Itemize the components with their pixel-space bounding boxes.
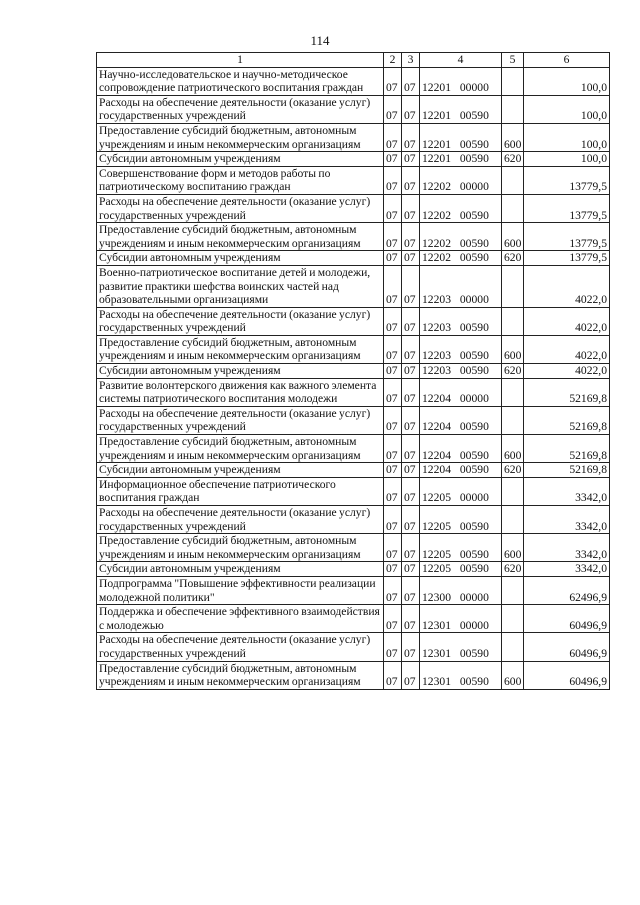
row-expense-type [502, 576, 524, 604]
row-amount: 60496,9 [524, 633, 610, 661]
row-amount: 100,0 [524, 123, 610, 151]
row-name: Предоставление субсидий бюджетным, автономным учреждениям и иным некоммерческим организациям [97, 223, 384, 251]
row-subsection: 07 [402, 661, 420, 689]
row-name: Предоставление субсидий бюджетным, автономным учреждениям и иным некоммерческим организациям [97, 123, 384, 151]
row-section: 07 [384, 435, 402, 463]
row-target-code: 12201 00590 [420, 123, 502, 151]
table-row [97, 562, 610, 577]
row-subsection: 07 [402, 506, 420, 534]
column-header-section: 2 [384, 53, 402, 68]
row-name: Предоставление субсидий бюджетным, автономным учреждениям и иным некоммерческим организациям [97, 534, 384, 562]
row-section: 07 [384, 661, 402, 689]
table-row [97, 265, 610, 307]
row-subsection: 07 [402, 123, 420, 151]
row-section: 07 [384, 576, 402, 604]
table-row [97, 378, 610, 406]
row-name: Расходы на обеспечение деятельности (оказание услуг) государственных учреждений [97, 307, 384, 335]
row-subsection: 07 [402, 633, 420, 661]
row-subsection: 07 [402, 576, 420, 604]
table-row [97, 364, 610, 379]
row-subsection: 07 [402, 152, 420, 167]
row-amount: 13779,5 [524, 223, 610, 251]
row-subsection: 07 [402, 335, 420, 363]
row-subsection: 07 [402, 378, 420, 406]
table-row [97, 506, 610, 534]
row-amount: 3342,0 [524, 534, 610, 562]
row-name: Совершенствование форм и методов работы по патриотическому воспитанию граждан [97, 166, 384, 194]
row-section: 07 [384, 406, 402, 434]
row-target-code: 12203 00590 [420, 335, 502, 363]
row-expense-type [502, 506, 524, 534]
row-name: Расходы на обеспечение деятельности (оказание услуг) государственных учреждений [97, 506, 384, 534]
row-section: 07 [384, 265, 402, 307]
row-target-code: 12201 00000 [420, 67, 502, 95]
row-expense-type [502, 95, 524, 123]
row-expense-type: 600 [502, 661, 524, 689]
row-name: Развитие волонтерского движения как важного элемента системы патриотического воспитания молодежи [97, 378, 384, 406]
row-amount: 13779,5 [524, 194, 610, 222]
column-header-target-code: 4 [420, 53, 502, 68]
row-target-code: 12203 00590 [420, 364, 502, 379]
row-expense-type: 620 [502, 463, 524, 478]
row-section: 07 [384, 562, 402, 577]
row-name: Предоставление субсидий бюджетным, автономным учреждениям и иным некоммерческим организациям [97, 335, 384, 363]
row-target-code: 12204 00000 [420, 378, 502, 406]
row-amount: 3342,0 [524, 477, 610, 505]
page-number: 114 [310, 33, 330, 48]
table-row [97, 194, 610, 222]
row-section: 07 [384, 152, 402, 167]
row-amount: 100,0 [524, 95, 610, 123]
row-target-code: 12301 00590 [420, 661, 502, 689]
row-expense-type: 620 [502, 364, 524, 379]
row-target-code: 12205 00000 [420, 477, 502, 505]
row-section: 07 [384, 364, 402, 379]
row-subsection: 07 [402, 463, 420, 478]
table-row [97, 251, 610, 266]
row-amount: 52169,8 [524, 463, 610, 478]
table-row [97, 223, 610, 251]
row-expense-type [502, 67, 524, 95]
row-target-code: 12205 00590 [420, 562, 502, 577]
row-expense-type [502, 307, 524, 335]
row-subsection: 07 [402, 223, 420, 251]
row-amount: 100,0 [524, 67, 610, 95]
row-expense-type [502, 605, 524, 633]
row-name: Расходы на обеспечение деятельности (оказание услуг) государственных учреждений [97, 194, 384, 222]
row-expense-type: 600 [502, 435, 524, 463]
row-section: 07 [384, 463, 402, 478]
row-target-code: 12202 00590 [420, 223, 502, 251]
row-section: 07 [384, 378, 402, 406]
table-row [97, 463, 610, 478]
row-expense-type: 600 [502, 123, 524, 151]
row-target-code: 12203 00000 [420, 265, 502, 307]
row-amount: 13779,5 [524, 251, 610, 266]
row-subsection: 07 [402, 307, 420, 335]
table-row [97, 534, 610, 562]
row-expense-type: 600 [502, 335, 524, 363]
table-row [97, 307, 610, 335]
row-section: 07 [384, 477, 402, 505]
row-expense-type [502, 378, 524, 406]
row-expense-type [502, 166, 524, 194]
row-target-code: 12204 00590 [420, 406, 502, 434]
row-amount: 4022,0 [524, 335, 610, 363]
row-name: Расходы на обеспечение деятельности (оказание услуг) государственных учреждений [97, 406, 384, 434]
table-row [97, 166, 610, 194]
table-row [97, 576, 610, 604]
row-target-code: 12202 00590 [420, 194, 502, 222]
row-amount: 52169,8 [524, 435, 610, 463]
row-section: 07 [384, 506, 402, 534]
row-subsection: 07 [402, 364, 420, 379]
row-target-code: 12201 00590 [420, 95, 502, 123]
row-expense-type: 600 [502, 223, 524, 251]
row-amount: 4022,0 [524, 364, 610, 379]
row-section: 07 [384, 335, 402, 363]
row-target-code: 12205 00590 [420, 506, 502, 534]
row-section: 07 [384, 166, 402, 194]
row-subsection: 07 [402, 562, 420, 577]
row-section: 07 [384, 251, 402, 266]
row-section: 07 [384, 223, 402, 251]
table-row [97, 477, 610, 505]
row-amount: 100,0 [524, 152, 610, 167]
row-name: Расходы на обеспечение деятельности (оказание услуг) государственных учреждений [97, 95, 384, 123]
row-section: 07 [384, 194, 402, 222]
row-amount: 3342,0 [524, 562, 610, 577]
row-subsection: 07 [402, 67, 420, 95]
row-target-code: 12301 00590 [420, 633, 502, 661]
row-subsection: 07 [402, 265, 420, 307]
row-amount: 62496,9 [524, 576, 610, 604]
row-name: Военно-патриотическое воспитание детей и молодежи, развитие практики шефства воинских частей над образовательными организациями [97, 265, 384, 307]
row-subsection: 07 [402, 194, 420, 222]
row-expense-type: 620 [502, 562, 524, 577]
column-header-expense-type: 5 [502, 53, 524, 68]
row-amount: 4022,0 [524, 307, 610, 335]
row-section: 07 [384, 633, 402, 661]
row-section: 07 [384, 307, 402, 335]
row-amount: 60496,9 [524, 605, 610, 633]
row-target-code: 12201 00590 [420, 152, 502, 167]
row-name: Подпрограмма "Повышение эффективности реализации молодежной политики" [97, 576, 384, 604]
row-name: Научно-исследовательское и научно-методическое сопровождение патриотического воспитания граждан [97, 67, 384, 95]
row-target-code: 12300 00000 [420, 576, 502, 604]
row-name: Субсидии автономным учреждениям [97, 562, 384, 577]
row-amount: 3342,0 [524, 506, 610, 534]
row-name: Предоставление субсидий бюджетным, автономным учреждениям и иным некоммерческим организациям [97, 435, 384, 463]
table-row [97, 661, 610, 689]
table-row [97, 152, 610, 167]
row-section: 07 [384, 605, 402, 633]
row-amount: 4022,0 [524, 265, 610, 307]
row-target-code: 12202 00590 [420, 251, 502, 266]
row-expense-type [502, 265, 524, 307]
row-subsection: 07 [402, 95, 420, 123]
column-header-subsection: 3 [402, 53, 420, 68]
table-row [97, 633, 610, 661]
row-name: Информационное обеспечение патриотического воспитания граждан [97, 477, 384, 505]
row-section: 07 [384, 123, 402, 151]
row-expense-type [502, 477, 524, 505]
row-expense-type [502, 406, 524, 434]
row-subsection: 07 [402, 605, 420, 633]
row-section: 07 [384, 95, 402, 123]
row-target-code: 12301 00000 [420, 605, 502, 633]
row-subsection: 07 [402, 406, 420, 434]
row-amount: 60496,9 [524, 661, 610, 689]
row-subsection: 07 [402, 251, 420, 266]
row-section: 07 [384, 534, 402, 562]
row-subsection: 07 [402, 435, 420, 463]
row-amount: 52169,8 [524, 378, 610, 406]
row-expense-type [502, 194, 524, 222]
row-name: Субсидии автономным учреждениям [97, 251, 384, 266]
table-row [97, 67, 610, 95]
table-row [97, 123, 610, 151]
row-section: 07 [384, 67, 402, 95]
row-subsection: 07 [402, 166, 420, 194]
row-name: Расходы на обеспечение деятельности (оказание услуг) государственных учреждений [97, 633, 384, 661]
row-expense-type [502, 633, 524, 661]
row-amount: 13779,5 [524, 166, 610, 194]
row-subsection: 07 [402, 534, 420, 562]
row-name: Субсидии автономным учреждениям [97, 364, 384, 379]
row-subsection: 07 [402, 477, 420, 505]
table-row [97, 95, 610, 123]
row-target-code: 12204 00590 [420, 463, 502, 478]
table-row [97, 335, 610, 363]
table-row [97, 435, 610, 463]
column-header-amount: 6 [524, 53, 610, 68]
row-amount: 52169,8 [524, 406, 610, 434]
column-header-name: 1 [97, 53, 384, 68]
row-target-code: 12202 00000 [420, 166, 502, 194]
row-expense-type: 620 [502, 152, 524, 167]
budget-table [96, 52, 610, 690]
row-name: Поддержка и обеспечение эффективного взаимодействия с молодежью [97, 605, 384, 633]
table-row [97, 605, 610, 633]
table-row [97, 406, 610, 434]
row-expense-type: 600 [502, 534, 524, 562]
row-target-code: 12205 00590 [420, 534, 502, 562]
row-target-code: 12204 00590 [420, 435, 502, 463]
header-row [97, 53, 610, 68]
row-name: Субсидии автономным учреждениям [97, 152, 384, 167]
row-target-code: 12203 00590 [420, 307, 502, 335]
row-name: Субсидии автономным учреждениям [97, 463, 384, 478]
row-expense-type: 620 [502, 251, 524, 266]
row-name: Предоставление субсидий бюджетным, автономным учреждениям и иным некоммерческим организациям [97, 661, 384, 689]
